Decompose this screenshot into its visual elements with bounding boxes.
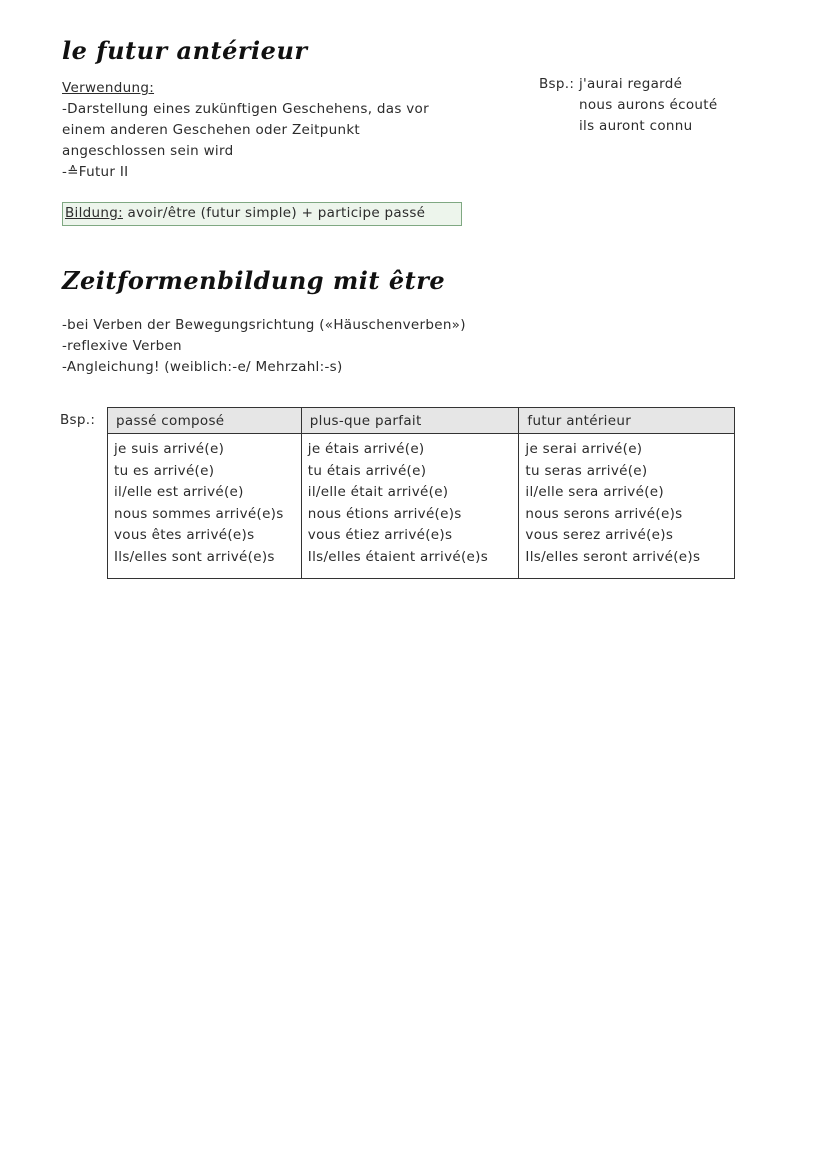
conjugation-cell: tu étais arrivé(e) [307,462,427,479]
page-title-futur-anterieur: le futur antérieur [62,36,308,65]
table-examples-label: Bsp.: [60,412,96,428]
conjugation-cell: nous étions arrivé(e)s [307,505,462,522]
usage-block [62,78,482,183]
header-passe-compose: passé composé [108,408,302,434]
rules-list [62,315,466,378]
rule-item: -reflexive Verben [62,338,182,354]
bildung-label: Bildung: [65,205,123,221]
conjugation-cell: nous serons arrivé(e)s [525,505,683,522]
column-passe-compose [108,434,302,579]
conjugation-cell: je étais arrivé(e) [307,441,425,457]
rule-item: -bei Verben der Bewegungsrichtung («Häuschenverben») [62,317,466,333]
bildung-text: avoir/être (futur simple) + participe passé [122,205,426,221]
conjugation-cell: je suis arrivé(e) [114,441,225,457]
usage-heading: Verwendung: [62,80,155,96]
table-header-row [108,408,735,434]
examples-label: Bsp.: [539,76,575,92]
conjugation-cell: vous êtes arrivé(e)s [114,527,255,543]
conjugation-cell: Ils/elles sont arrivé(e)s [114,548,275,565]
column-futur-anterieur [519,434,735,579]
column-plus-que-parfait [301,434,519,579]
usage-line: einem anderen Geschehen oder Zeitpunkt [62,122,361,138]
conjugation-cell: je serai arrivé(e) [525,441,643,457]
header-futur-anterieur: futur antérieur [519,408,735,434]
example-item: nous aurons écouté [579,97,718,113]
conjugation-cell: Ils/elles seront arrivé(e)s [525,548,701,565]
bildung-box [62,202,462,226]
conjugation-cell: il/elle était arrivé(e) [307,484,449,500]
example-item: j'aurai regardé [579,76,683,92]
conjugation-cell: il/elle est arrivé(e) [114,484,244,500]
conjugation-table [107,407,735,579]
section-title-etre: Zeitformenbildung mit être [62,266,446,295]
usage-line: angeschlossen sein wird [62,143,234,159]
conjugation-cell: tu seras arrivé(e) [525,462,648,479]
header-plus-que-parfait: plus-que parfait [301,408,519,434]
table-row [108,434,735,579]
examples-list [579,74,717,137]
conjugation-cell: nous sommes arrivé(e)s [114,505,284,522]
conjugation-cell: vous serez arrivé(e)s [525,527,674,543]
rule-item: -Angleichung! (weiblich:-e/ Mehrzahl:-s) [62,359,343,375]
conjugation-cell: Ils/elles étaient arrivé(e)s [307,548,489,565]
usage-line: -Darstellung eines zukünftigen Geschehens, das vor [62,101,429,117]
example-item: ils auront connu [579,118,693,134]
conjugation-cell: vous étiez arrivé(e)s [307,527,453,543]
conjugation-cell: tu es arrivé(e) [114,462,215,479]
conjugation-cell: il/elle sera arrivé(e) [525,484,664,500]
usage-line: -≙Futur II [62,164,129,180]
